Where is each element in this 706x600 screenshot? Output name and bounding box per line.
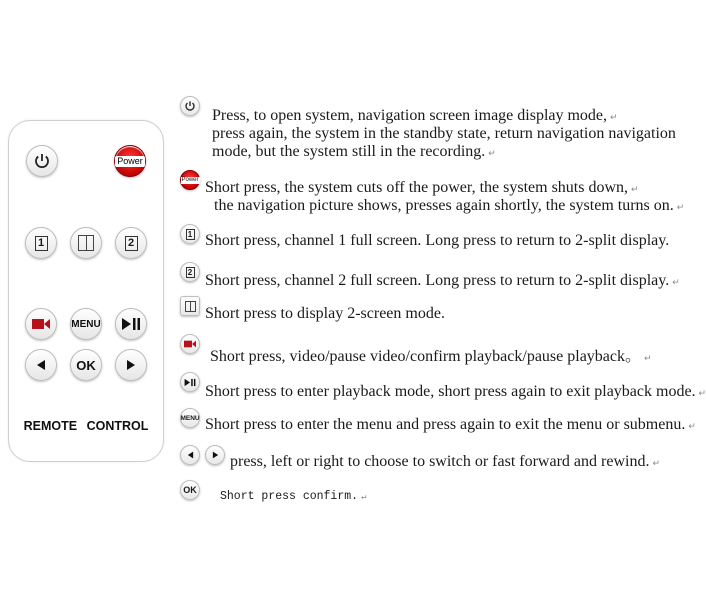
legend-record xyxy=(180,334,200,354)
record-button[interactable] xyxy=(25,308,57,340)
power-description-line-1: Short press, the system cuts off the power, the system shuts down, ↵ xyxy=(205,179,639,196)
split-screen-button[interactable] xyxy=(70,227,102,259)
ok-description: Short press confirm. ↵ xyxy=(220,490,367,503)
legend-ok xyxy=(180,480,200,500)
legend-channel-2 xyxy=(180,262,200,282)
legend-left-arrow xyxy=(180,445,200,465)
left-arrow-icon xyxy=(36,359,46,371)
legend-power xyxy=(180,170,200,190)
split-screen-icon xyxy=(78,235,94,251)
channel-2-button[interactable] xyxy=(115,227,147,259)
channel-1-button[interactable] xyxy=(25,227,57,259)
channel-1-description: Short press, channel 1 full screen. Long press to return to 2-split display. xyxy=(205,232,670,249)
power-icon: Power xyxy=(181,176,199,183)
ok-button[interactable] xyxy=(70,349,102,381)
standby-description-line-1: Press, to open system, navigation screen image display mode, ↵ xyxy=(212,107,618,124)
power-button[interactable] xyxy=(114,145,146,177)
split-screen-description: Short press to display 2-screen mode. xyxy=(205,305,445,322)
legend-standby xyxy=(180,96,200,116)
menu-icon: MENU xyxy=(71,318,101,330)
ok-icon: OK xyxy=(76,357,96,373)
right-button[interactable] xyxy=(115,349,147,381)
power-icon: Power xyxy=(117,155,143,166)
legend-right-arrow xyxy=(205,445,225,465)
standby-description-line-2: press again, the system in the standby state, return navigation navigation xyxy=(212,125,676,142)
legend-play-pause xyxy=(180,372,200,392)
power-description-line-2: the navigation picture shows, presses again shortly, the system turns on. ↵ xyxy=(214,197,685,214)
channel-2-icon: 2 xyxy=(125,236,138,251)
channel-2-description: Short press, channel 2 full screen. Long press to return to 2-split display. ↵ xyxy=(205,272,680,289)
legend-menu xyxy=(180,408,200,428)
left-arrow-icon xyxy=(187,451,194,459)
play-pause-icon xyxy=(184,378,196,387)
play-pause-icon xyxy=(121,317,141,331)
standby-icon xyxy=(33,152,51,170)
remote-control-label: REMOTE CONTROL xyxy=(23,419,149,433)
ok-icon: OK xyxy=(183,485,197,495)
legend-split-screen xyxy=(180,296,200,316)
remote-control xyxy=(8,120,164,462)
right-arrow-icon xyxy=(126,359,136,371)
record-description: Short press, video/pause video/confirm playback/pause playback。 ↵ xyxy=(210,348,652,365)
record-icon xyxy=(32,318,50,330)
right-arrow-icon xyxy=(212,451,219,459)
channel-1-icon: 1 xyxy=(35,236,48,251)
menu-icon: MENU xyxy=(180,414,200,422)
standby-description-line-3: mode, but the system still in the recording. ↵ xyxy=(212,143,496,160)
menu-button[interactable] xyxy=(70,308,102,340)
split-screen-icon xyxy=(185,301,196,312)
left-button[interactable] xyxy=(25,349,57,381)
standby-button[interactable] xyxy=(26,145,58,177)
standby-icon xyxy=(184,100,196,112)
menu-description: Short press to enter the menu and press again to exit the menu or submenu. ↵ xyxy=(205,416,696,433)
channel-2-icon: 2 xyxy=(186,267,195,278)
arrows-description: press, left or right to choose to switch or fast forward and rewind. ↵ xyxy=(230,453,660,470)
channel-1-icon: 1 xyxy=(186,229,195,240)
record-icon xyxy=(184,340,196,348)
playback-description: Short press to enter playback mode, short press again to exit playback mode. ↵ xyxy=(205,383,706,400)
play-pause-button[interactable] xyxy=(115,308,147,340)
legend-channel-1 xyxy=(180,224,200,244)
